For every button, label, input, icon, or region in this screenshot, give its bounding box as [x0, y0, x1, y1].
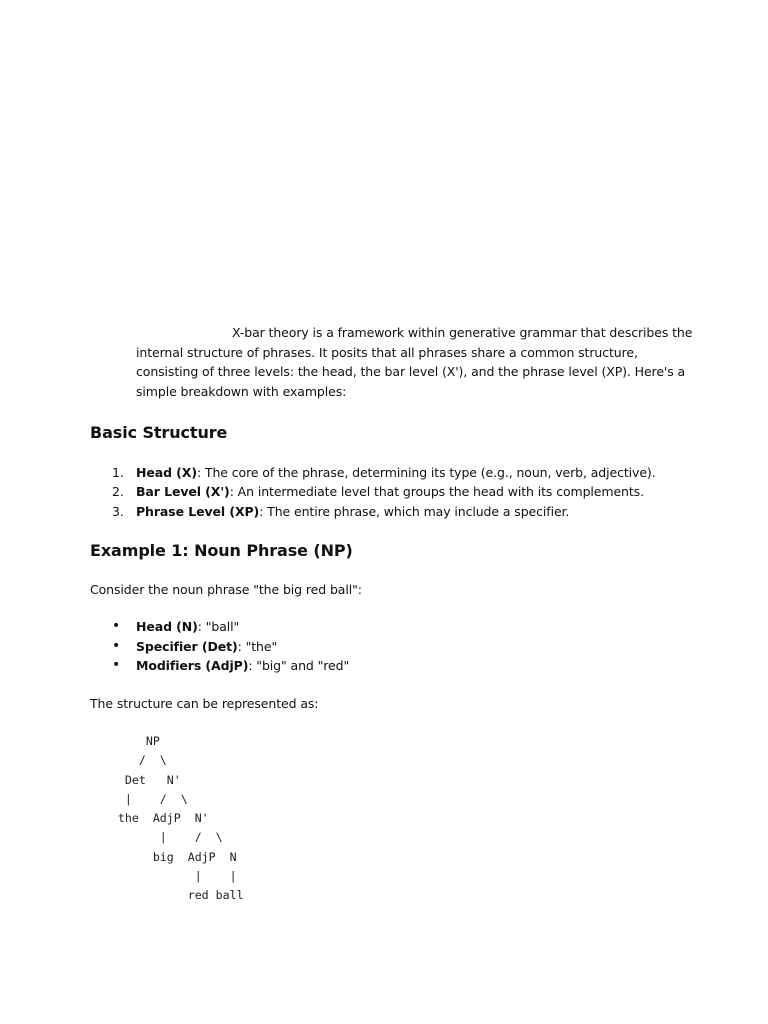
list-item [90, 617, 349, 637]
list-term: Head (X) [136, 465, 197, 480]
list-term: Head (N) [136, 619, 198, 634]
intro-paragraph: X-bar theory is a framework within generative grammar that describes the internal structure of phrases. It posits that all phrases share a common structure, consisting of three levels: the head, the bar level (X'), and the phrase level (XP). Here's a simple breakdown with examples: [136, 325, 693, 399]
list-term: Phrase Level (XP) [136, 503, 260, 519]
list-desc: : "ball" [197, 619, 240, 634]
list-item [90, 656, 349, 676]
list-desc: : The entire phrase, which may include a specifier. [259, 503, 570, 519]
list-item [90, 482, 656, 501]
consider-paragraph: Consider the noun phrase "the big red ball": [90, 582, 362, 597]
list-desc: : "the" [237, 638, 278, 654]
np-component-list [90, 617, 349, 676]
list-term: Bar Level (X') [136, 484, 230, 500]
list-desc: : "big" and "red" [248, 658, 350, 674]
list-number: 1. [112, 465, 124, 480]
bullet-icon: • [112, 618, 121, 634]
list-number: 3. [112, 503, 124, 519]
list-desc: : An intermediate level that groups the head with its complements. [229, 484, 644, 500]
list-term: Modifiers (AdjP) [136, 658, 249, 674]
bullet-icon: • [112, 657, 121, 674]
example1-heading: Example 1: Noun Phrase (NP) [90, 541, 353, 560]
list-number: 2. [112, 484, 124, 500]
list-item [90, 463, 656, 482]
basic-structure-heading: Basic Structure [90, 423, 228, 442]
basic-structure-list [90, 463, 656, 521]
structure-intro-paragraph: The structure can be represented as: [90, 696, 319, 711]
list-item [90, 637, 349, 657]
list-desc: : The core of the phrase, determining its type (e.g., noun, verb, adjective). [196, 465, 656, 480]
bullet-icon: • [112, 637, 121, 654]
list-term: Specifier (Det) [136, 638, 238, 654]
list-item [90, 502, 656, 521]
syntax-tree-diagram: NP / \ Det N' | / \ the AdjP N' | / \ big AdjP N | | red ball [117, 734, 244, 903]
